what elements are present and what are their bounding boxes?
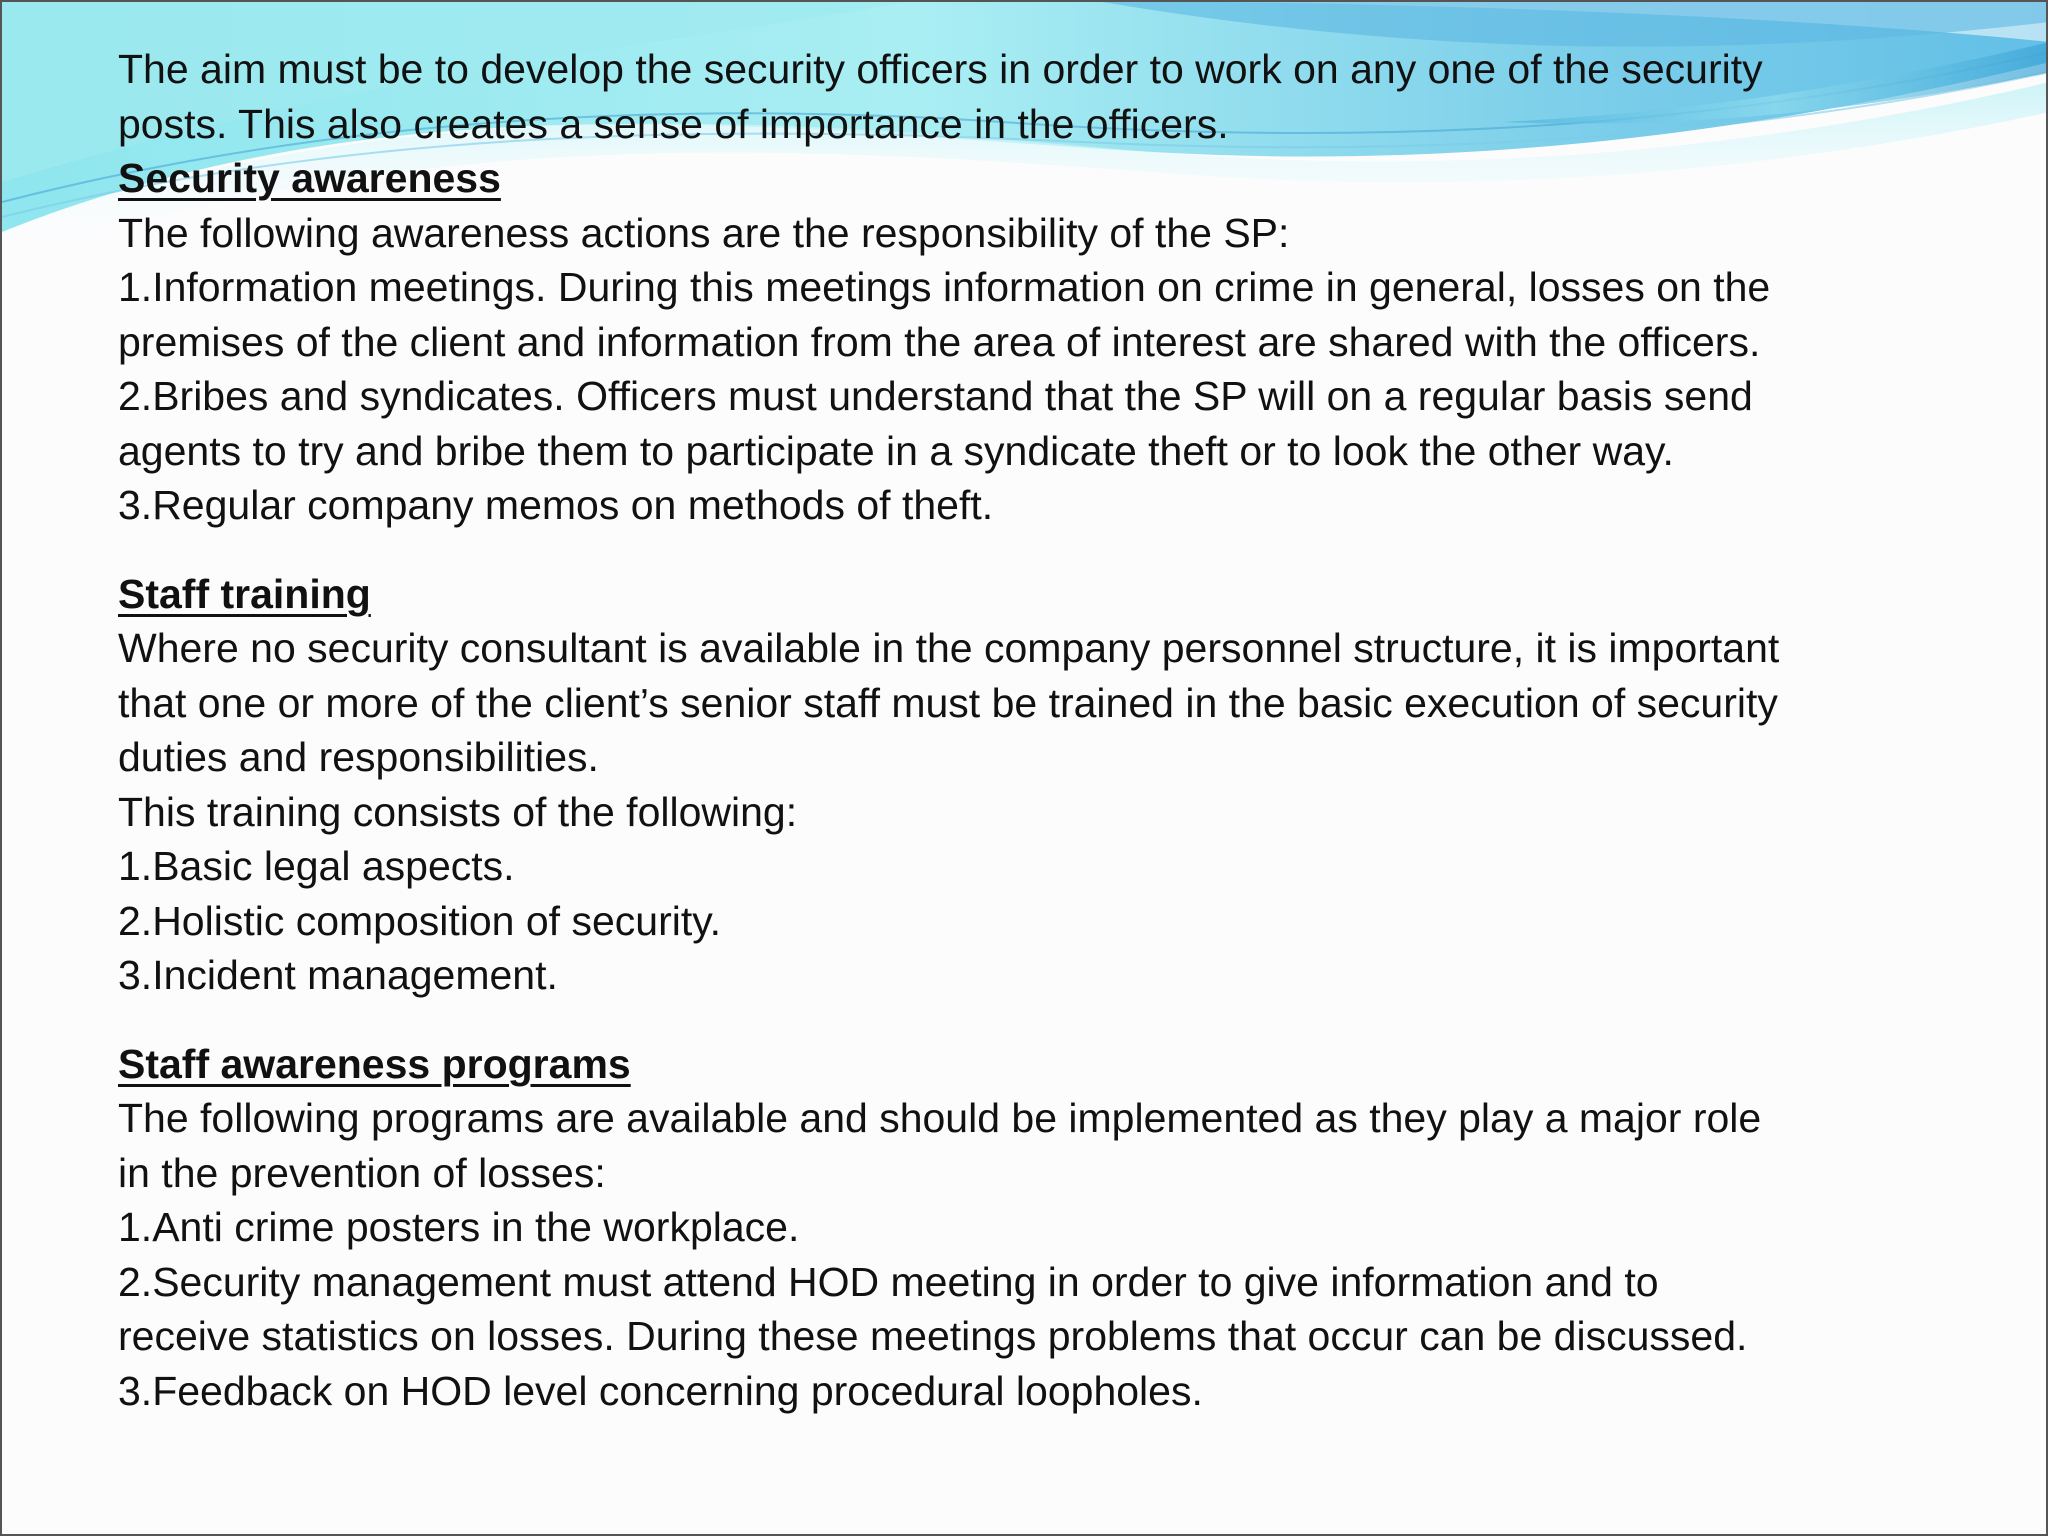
slide-body xyxy=(118,42,1998,1418)
security-awareness-line-4: 2.Bribes and syndicates. Officers must understand that the SP will on a regular basis send xyxy=(118,373,1753,419)
staff-awareness-programs-line-1: The following programs are available and should be implemented as they play a major role xyxy=(118,1095,1762,1141)
staff-training-line-1: Where no security consultant is available in the company personnel structure, it is important xyxy=(118,625,1780,671)
section-spacer xyxy=(118,1003,1998,1037)
staff-awareness-programs-line-4: 2.Security management must attend HOD meeting in order to give information and to xyxy=(118,1258,1659,1305)
staff-awareness-programs-heading: Staff awareness programs xyxy=(118,1040,631,1087)
staff-training-heading: Staff training xyxy=(118,570,371,617)
staff-training-line-6: 2.Holistic composition of security. xyxy=(118,897,722,944)
staff-training-line-2: that one or more of the client’s senior staff must be trained in the basic execution of security xyxy=(118,679,1778,726)
security-awareness-line-6: 3.Regular company memos on methods of theft. xyxy=(118,482,994,528)
staff-awareness-programs-line-3: 1.Anti crime posters in the workplace. xyxy=(118,1204,800,1250)
security-awareness-heading: Security awareness xyxy=(118,155,501,201)
security-awareness-line-5: agents to try and bribe them to participate in a syndicate theft or to look the other way. xyxy=(118,427,1674,474)
section-spacer xyxy=(118,533,1998,567)
staff-awareness-programs-line-5: receive statistics on losses. During these meetings problems that occur can be discussed. xyxy=(118,1313,1748,1359)
intro-line-2: posts. This also creates a sense of importance in the officers. xyxy=(118,100,1229,147)
staff-awareness-programs-line-6: 3.Feedback on HOD level concerning procedural loopholes. xyxy=(118,1367,1203,1414)
security-awareness-line-3: premises of the client and information from the area of interest are shared with the officers. xyxy=(118,318,1761,365)
staff-training-line-5: 1.Basic legal aspects. xyxy=(118,843,515,889)
intro-line-1: The aim must be to develop the security officers in order to work on any one of the security xyxy=(118,46,1763,92)
staff-training-line-4: This training consists of the following: xyxy=(118,788,798,835)
security-awareness-line-1: The following awareness actions are the responsibility of the SP: xyxy=(118,209,1290,256)
staff-training-line-3: duties and responsibilities. xyxy=(118,734,599,780)
staff-training-line-7: 3.Incident management. xyxy=(118,952,558,998)
staff-awareness-programs-line-2: in the prevention of losses: xyxy=(118,1149,606,1196)
security-awareness-line-2: 1.Information meetings. During this meetings information on crime in general, losses on the xyxy=(118,264,1771,310)
